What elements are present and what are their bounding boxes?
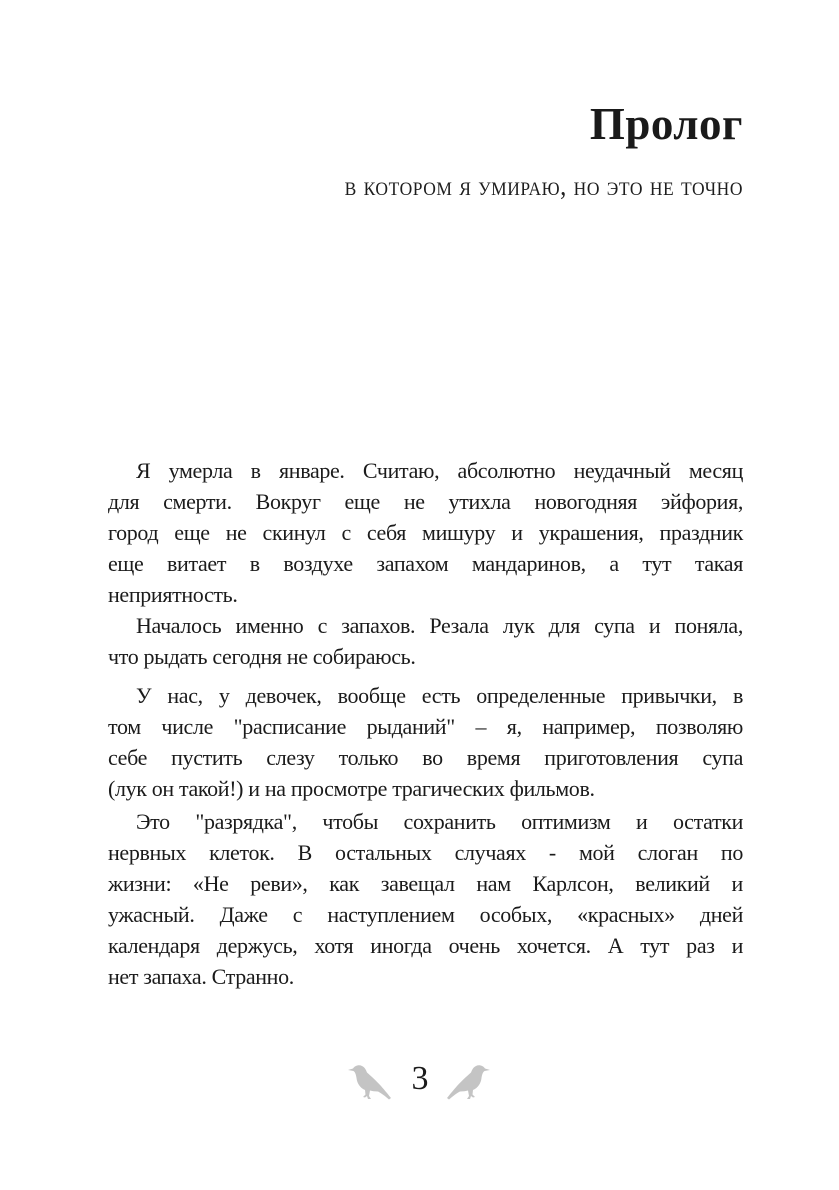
text-line: (лук он такой!) и на просмотре трагических фильмов. [108,776,595,801]
text-line: том числе "расписание рыданий" – я, например, позволяю [108,714,743,739]
page-number: 3 [411,1060,429,1097]
text-line: город еще не скинул с себя мишуру и украшения, праздник [108,520,743,545]
text-line: календаря держусь, хотя иногда очень хочется. А тут раз и [108,933,743,958]
text-line: У нас, у девочек, вообще есть определенные привычки, в [136,683,743,708]
text-line: жизни: «Не реви», как завещал нам Карлсон, великий и [108,871,743,896]
text-line: что рыдать сегодня не собираюсь. [108,644,416,669]
paragraph-1 [108,455,743,610]
bird-icon [446,1062,492,1102]
text-line: для смерти. Вокруг еще не утихла новогодняя эйфория, [108,489,743,514]
text-line: ужасный. Даже с наступлением особых, «красных» дней [108,902,743,927]
text-line: Я умерла в январе. Считаю, абсолютно неудачный месяц [136,458,743,483]
paragraph-4 [108,806,743,992]
text-line: себе пустить слезу только во время приготовления супа [108,745,743,770]
text-line: Это "разрядка", чтобы сохранить оптимизм и остатки [136,809,743,834]
body-text [108,455,743,992]
text-line: нервных клеток. В остальных случаях - мой слоган по [108,840,743,865]
chapter-title: Пролог [589,99,743,149]
text-line: нет запаха. Странно. [108,964,294,989]
chapter-subtitle: в котором я умираю, но это не точно [344,171,743,201]
paragraph-2 [108,610,743,672]
page-footer [0,1056,839,1106]
text-line: еще витает в воздухе запахом мандаринов, а тут такая [108,551,743,576]
text-line: Началось именно с запахов. Резала лук для супа и поняла, [136,613,743,638]
paragraph-3 [108,680,743,804]
bird-icon [346,1062,392,1102]
text-line: неприятность. [108,582,238,607]
